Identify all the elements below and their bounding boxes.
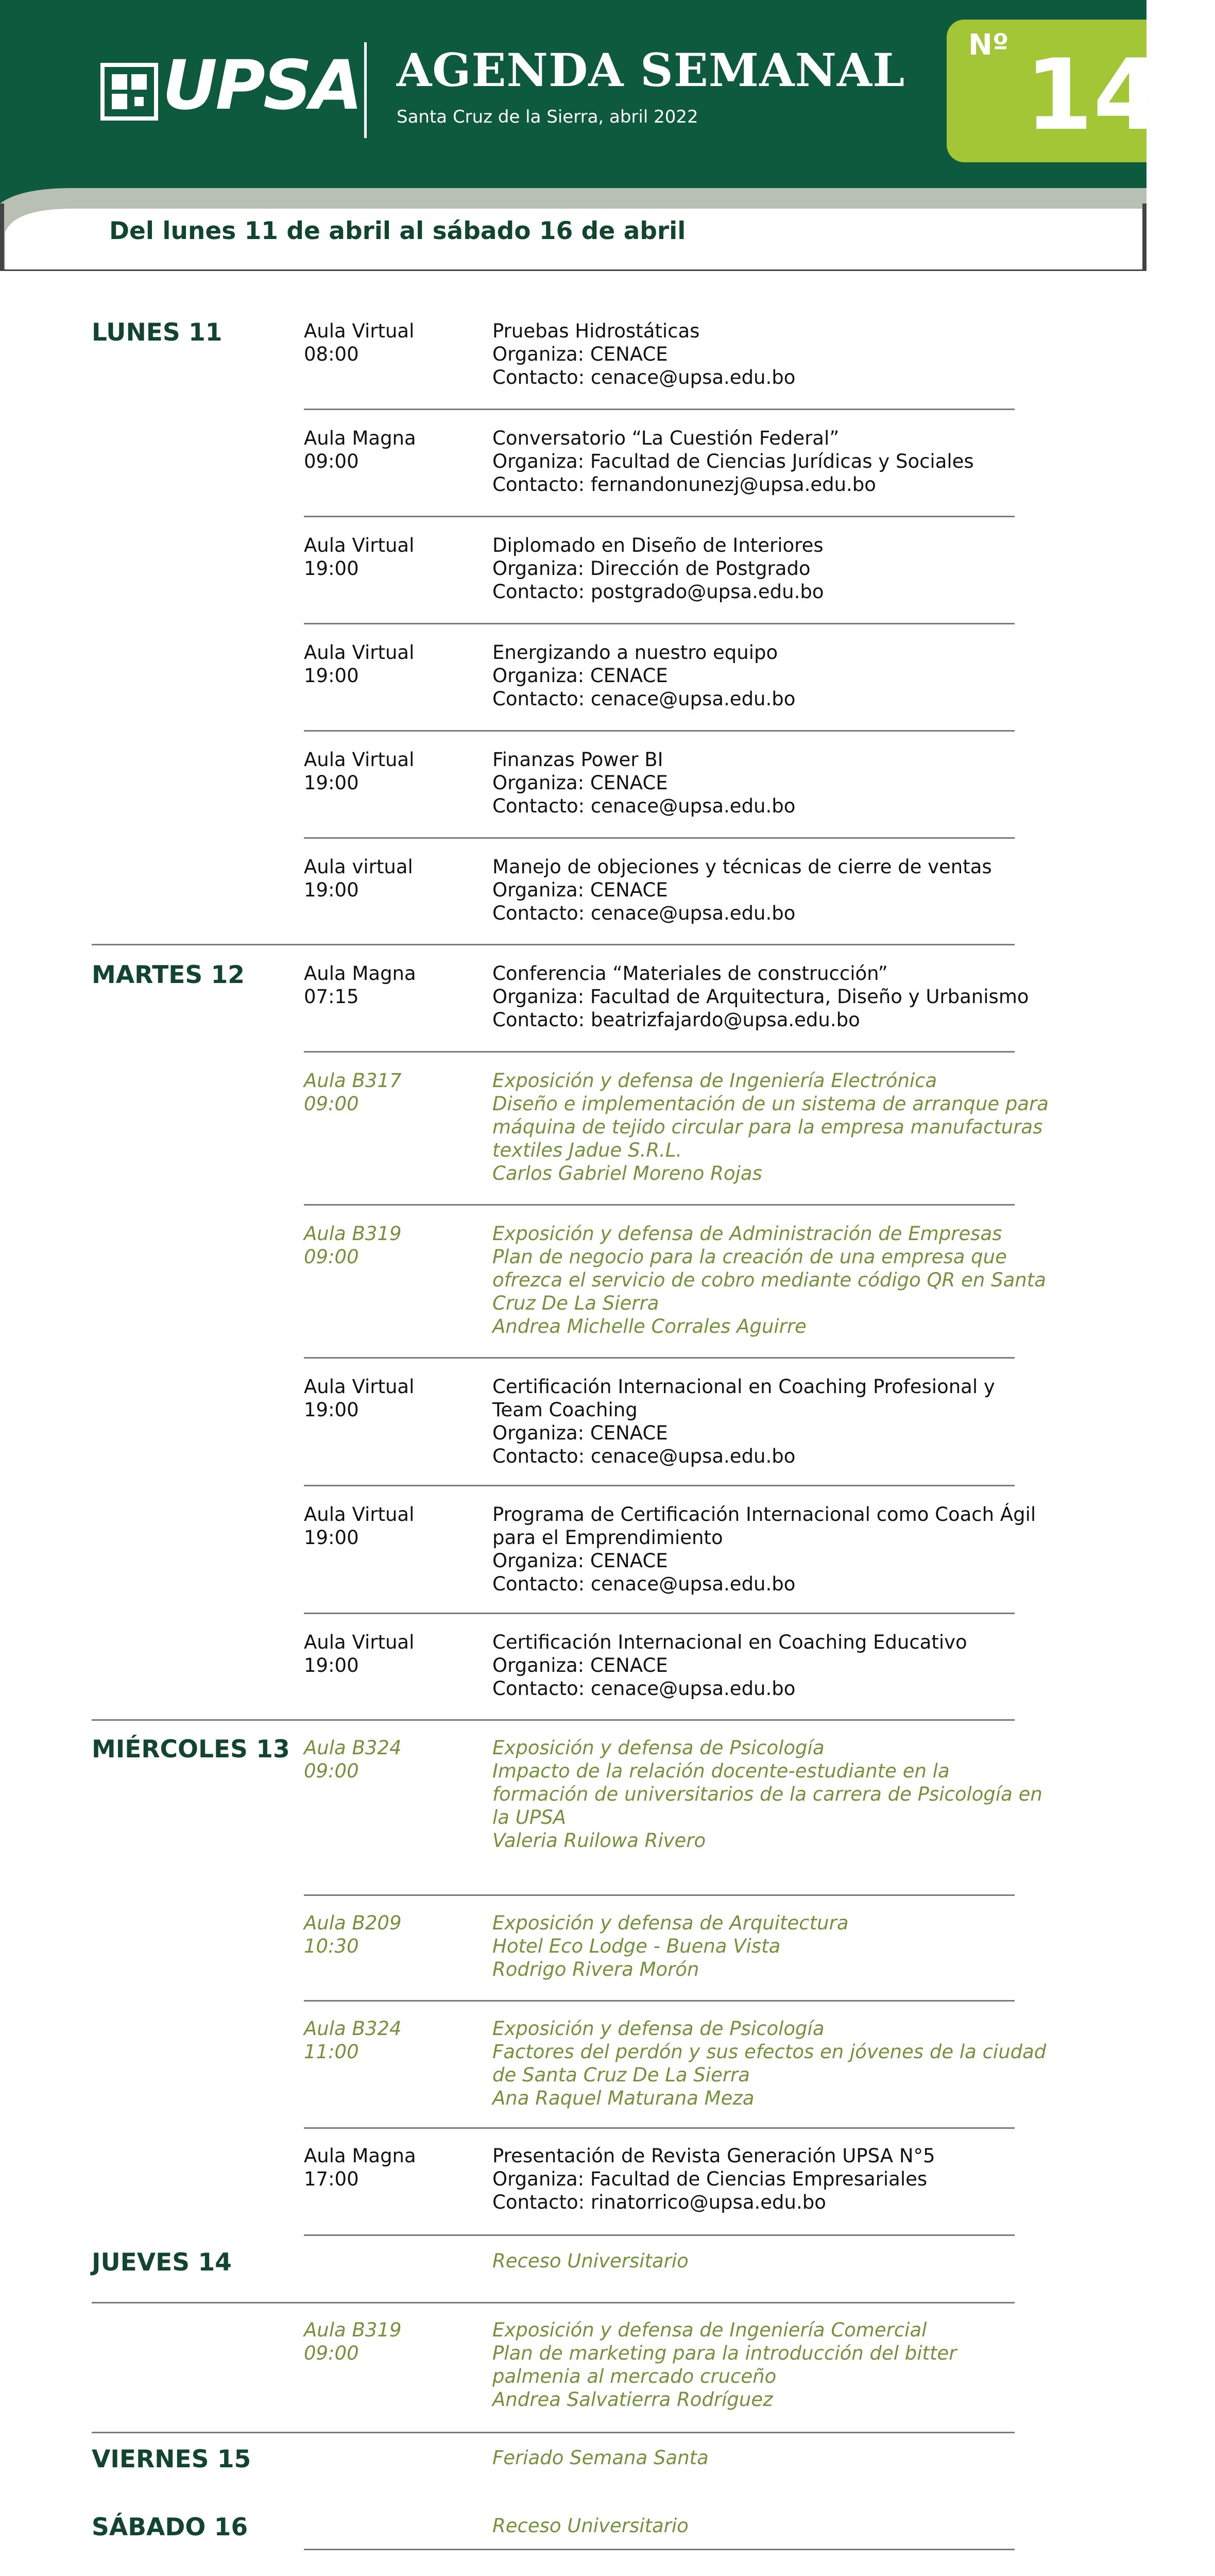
event-details <box>492 2249 689 2273</box>
day-label: MIÉRCOLES 13 <box>92 1735 290 1764</box>
event-line: Contacto: cenace@upsa.edu.bo <box>492 1573 796 1595</box>
event-line: Andrea Michelle Corrales Aguirre <box>492 1315 807 1337</box>
upsa-logo-text: UPSA <box>162 46 361 125</box>
event-line: Valeria Ruilowa Rivero <box>492 1829 706 1852</box>
event-place-time: Aula virtual 19:00 <box>304 856 413 901</box>
event-details <box>492 2318 957 2411</box>
event-details <box>492 855 992 925</box>
event-line: Contacto: fernandonunezj@upsa.edu.bo <box>492 473 876 496</box>
event-line: máquina de tejido circular para la empresa manufacturas <box>492 1116 1043 1138</box>
event-divider <box>304 2127 1015 2129</box>
event-line: Pruebas Hidrostáticas <box>492 320 700 342</box>
event-line: Plan de marketing para la introducción del bitter <box>492 2342 957 2364</box>
event-divider <box>92 1719 1015 1721</box>
page-title: AGENDA SEMANAL <box>397 43 905 97</box>
event-divider <box>92 2302 1015 2303</box>
event-place-time: Aula Virtual 08:00 <box>304 320 415 365</box>
event-line: textiles Jadue S.R.L. <box>492 1139 682 1161</box>
footer-banner <box>0 2571 1146 2576</box>
event-line: Certificación Internacional en Coaching Profesional y <box>492 1376 995 1398</box>
event-place-time: Aula Virtual 19:00 <box>304 1503 415 1549</box>
event-line: Plan de negocio para la creación de una empresa que <box>492 1246 1007 1268</box>
event-line: Contacto: cenace@upsa.edu.bo <box>492 1677 796 1700</box>
event-line: Finanzas Power BI <box>492 749 663 771</box>
event-details <box>492 1375 995 1468</box>
event-place-time: Aula B317 09:00 <box>304 1070 402 1115</box>
day-label: LUNES 11 <box>92 318 223 347</box>
event-line: Organiza: CENACE <box>492 879 668 901</box>
event-details <box>492 641 795 710</box>
event-divider <box>304 837 1015 839</box>
event-divider <box>304 730 1015 732</box>
event-line: Programa de Certificación Internacional como Coach Ágil <box>492 1503 1036 1526</box>
event-line: palmenia al mercado cruceño <box>492 2365 777 2387</box>
event-line: Organiza: CENACE <box>492 665 668 687</box>
event-divider <box>304 2549 1015 2550</box>
event-place-time: Aula Virtual 19:00 <box>304 534 415 580</box>
event-place-time: Aula Virtual 19:00 <box>304 1376 415 1421</box>
event-line: Organiza: CENACE <box>492 772 668 794</box>
event-divider <box>92 2432 1015 2433</box>
event-line: Organiza: CENACE <box>492 343 668 365</box>
event-divider <box>304 1894 1015 1896</box>
event-place-time: Aula B319 09:00 <box>304 1223 402 1268</box>
event-line: Contacto: cenace@upsa.edu.bo <box>492 366 796 388</box>
event-divider <box>304 2000 1015 2002</box>
event-line: Cruz De La Sierra <box>492 1292 659 1314</box>
event-details <box>492 1736 1042 1852</box>
event-place-time: Aula B324 09:00 <box>304 1737 402 1782</box>
event-details <box>492 962 1029 1031</box>
event-divider <box>304 2234 1015 2236</box>
issue-label: Nº <box>968 28 1009 62</box>
event-line: Organiza: CENACE <box>492 1654 668 1676</box>
event-line: Diseño e implementación de un sistema de arranque para <box>492 1093 1049 1115</box>
event-details <box>492 1631 967 1700</box>
event-line: Team Coaching <box>492 1399 638 1421</box>
event-line: Contacto: beatrizfajardo@upsa.edu.bo <box>492 1009 860 1031</box>
event-line: Presentación de Revista Generación UPSA N°5 <box>492 2145 935 2167</box>
event-divider <box>304 409 1015 410</box>
event-line: Organiza: Facultad de Ciencias Jurídicas y Sociales <box>492 450 974 472</box>
event-line: Carlos Gabriel Moreno Rojas <box>492 1162 762 1184</box>
event-line: para el Emprendimiento <box>492 1527 723 1549</box>
event-line: Organiza: CENACE <box>492 1422 668 1444</box>
event-details <box>492 748 795 818</box>
event-line: Ana Raquel Maturana Meza <box>492 2087 755 2109</box>
event-line: Organiza: Facultad de Arquitectura, Diseño y Urbanismo <box>492 986 1029 1008</box>
event-line: Organiza: CENACE <box>492 1550 668 1572</box>
event-details <box>492 2446 709 2469</box>
event-details <box>492 319 795 389</box>
issue-number: 14 <box>1025 38 1161 152</box>
event-place-time: Aula Magna 07:15 <box>304 962 416 1008</box>
day-label: VIERNES 15 <box>92 2445 251 2473</box>
event-line: Exposición y defensa de Arquitectura <box>492 1912 849 1934</box>
event-line: Rodrigo Rivera Morón <box>492 1958 699 1980</box>
event-divider <box>304 1357 1015 1359</box>
event-place-time: Aula B324 11:00 <box>304 2018 402 2063</box>
event-line: Manejo de objeciones y técnicas de cierre de ventas <box>492 856 992 878</box>
event-place-time: Aula Virtual 19:00 <box>304 1631 415 1676</box>
event-line: Exposición y defensa de Ingeniería Electrónica <box>492 1070 937 1092</box>
event-details <box>492 534 824 603</box>
event-line: Feriado Semana Santa <box>492 2447 709 2469</box>
event-line: Impacto de la relación docente-estudiante en la <box>492 1760 950 1782</box>
event-line: Receso Universitario <box>492 2250 689 2272</box>
event-divider <box>304 623 1015 624</box>
event-place-time: Aula Magna 17:00 <box>304 2145 416 2190</box>
event-line: Hotel Eco Lodge - Buena Vista <box>492 1935 781 1957</box>
event-details <box>492 1069 1049 1185</box>
event-line: ofrezca el servicio de cobro mediante código QR en Santa <box>492 1269 1046 1291</box>
event-line: Organiza: Facultad de Ciencias Empresariales <box>492 2168 928 2190</box>
event-line: Receso Universitario <box>492 2515 689 2537</box>
event-line: Conferencia “Materiales de construcción” <box>492 962 888 985</box>
event-line: Contacto: cenace@upsa.edu.bo <box>492 902 796 924</box>
day-label: SÁBADO 16 <box>92 2513 248 2541</box>
event-line: Certificación Internacional en Coaching Educativo <box>492 1631 967 1653</box>
page-subtitle: Santa Cruz de la Sierra, abril 2022 <box>397 107 698 127</box>
event-divider <box>304 516 1015 517</box>
upsa-logo-icon <box>100 63 158 121</box>
event-details <box>492 427 974 496</box>
event-place-time: Aula B209 10:30 <box>304 1912 402 1957</box>
date-range: Del lunes 11 de abril al sábado 16 de abril <box>109 217 686 245</box>
event-details <box>492 2017 1046 2110</box>
event-line: Conversatorio “La Cuestión Federal” <box>492 427 840 449</box>
event-line: Organiza: Dirección de Postgrado <box>492 557 811 580</box>
event-divider <box>304 1051 1015 1053</box>
event-line: la UPSA <box>492 1806 566 1828</box>
event-details <box>492 2144 935 2214</box>
event-divider <box>304 1485 1015 1486</box>
event-details <box>492 2514 689 2537</box>
event-line: Contacto: rinatorrico@upsa.edu.bo <box>492 2191 826 2213</box>
event-divider <box>304 1613 1015 1614</box>
event-place-time: Aula B319 09:00 <box>304 2319 402 2364</box>
event-divider <box>304 1204 1015 1206</box>
event-line: Exposición y defensa de Ingeniería Comercial <box>492 2319 927 2341</box>
event-line: de Santa Cruz De La Sierra <box>492 2064 750 2086</box>
event-line: formación de universitarios de la carrera de Psicología en <box>492 1783 1042 1805</box>
event-details <box>492 1503 1036 1596</box>
event-place-time: Aula Virtual 19:00 <box>304 641 415 687</box>
day-label: JUEVES 14 <box>92 2248 232 2277</box>
event-details <box>492 1911 849 1981</box>
event-divider <box>92 944 1015 945</box>
event-line: Andrea Salvatierra Rodríguez <box>492 2388 773 2411</box>
event-line: Diplomado en Diseño de Interiores <box>492 534 824 556</box>
event-place-time: Aula Virtual 19:00 <box>304 749 415 794</box>
event-line: Exposición y defensa de Administración de Empresas <box>492 1223 1002 1245</box>
event-place-time: Aula Magna 09:00 <box>304 427 416 472</box>
event-line: Factores del perdón y sus efectos en jóvenes de la ciudad <box>492 2041 1047 2063</box>
event-line: Contacto: cenace@upsa.edu.bo <box>492 688 796 710</box>
event-line: Contacto: cenace@upsa.edu.bo <box>492 1445 796 1467</box>
day-label: MARTES 12 <box>92 961 245 989</box>
event-details <box>492 1222 1046 1338</box>
event-line: Exposición y defensa de Psicología <box>492 1737 825 1759</box>
event-line: Contacto: postgrado@upsa.edu.bo <box>492 581 824 603</box>
event-line: Energizando a nuestro equipo <box>492 641 778 664</box>
event-line: Contacto: cenace@upsa.edu.bo <box>492 795 796 817</box>
event-line: Exposición y defensa de Psicología <box>492 2018 825 2040</box>
header-divider <box>364 42 367 138</box>
